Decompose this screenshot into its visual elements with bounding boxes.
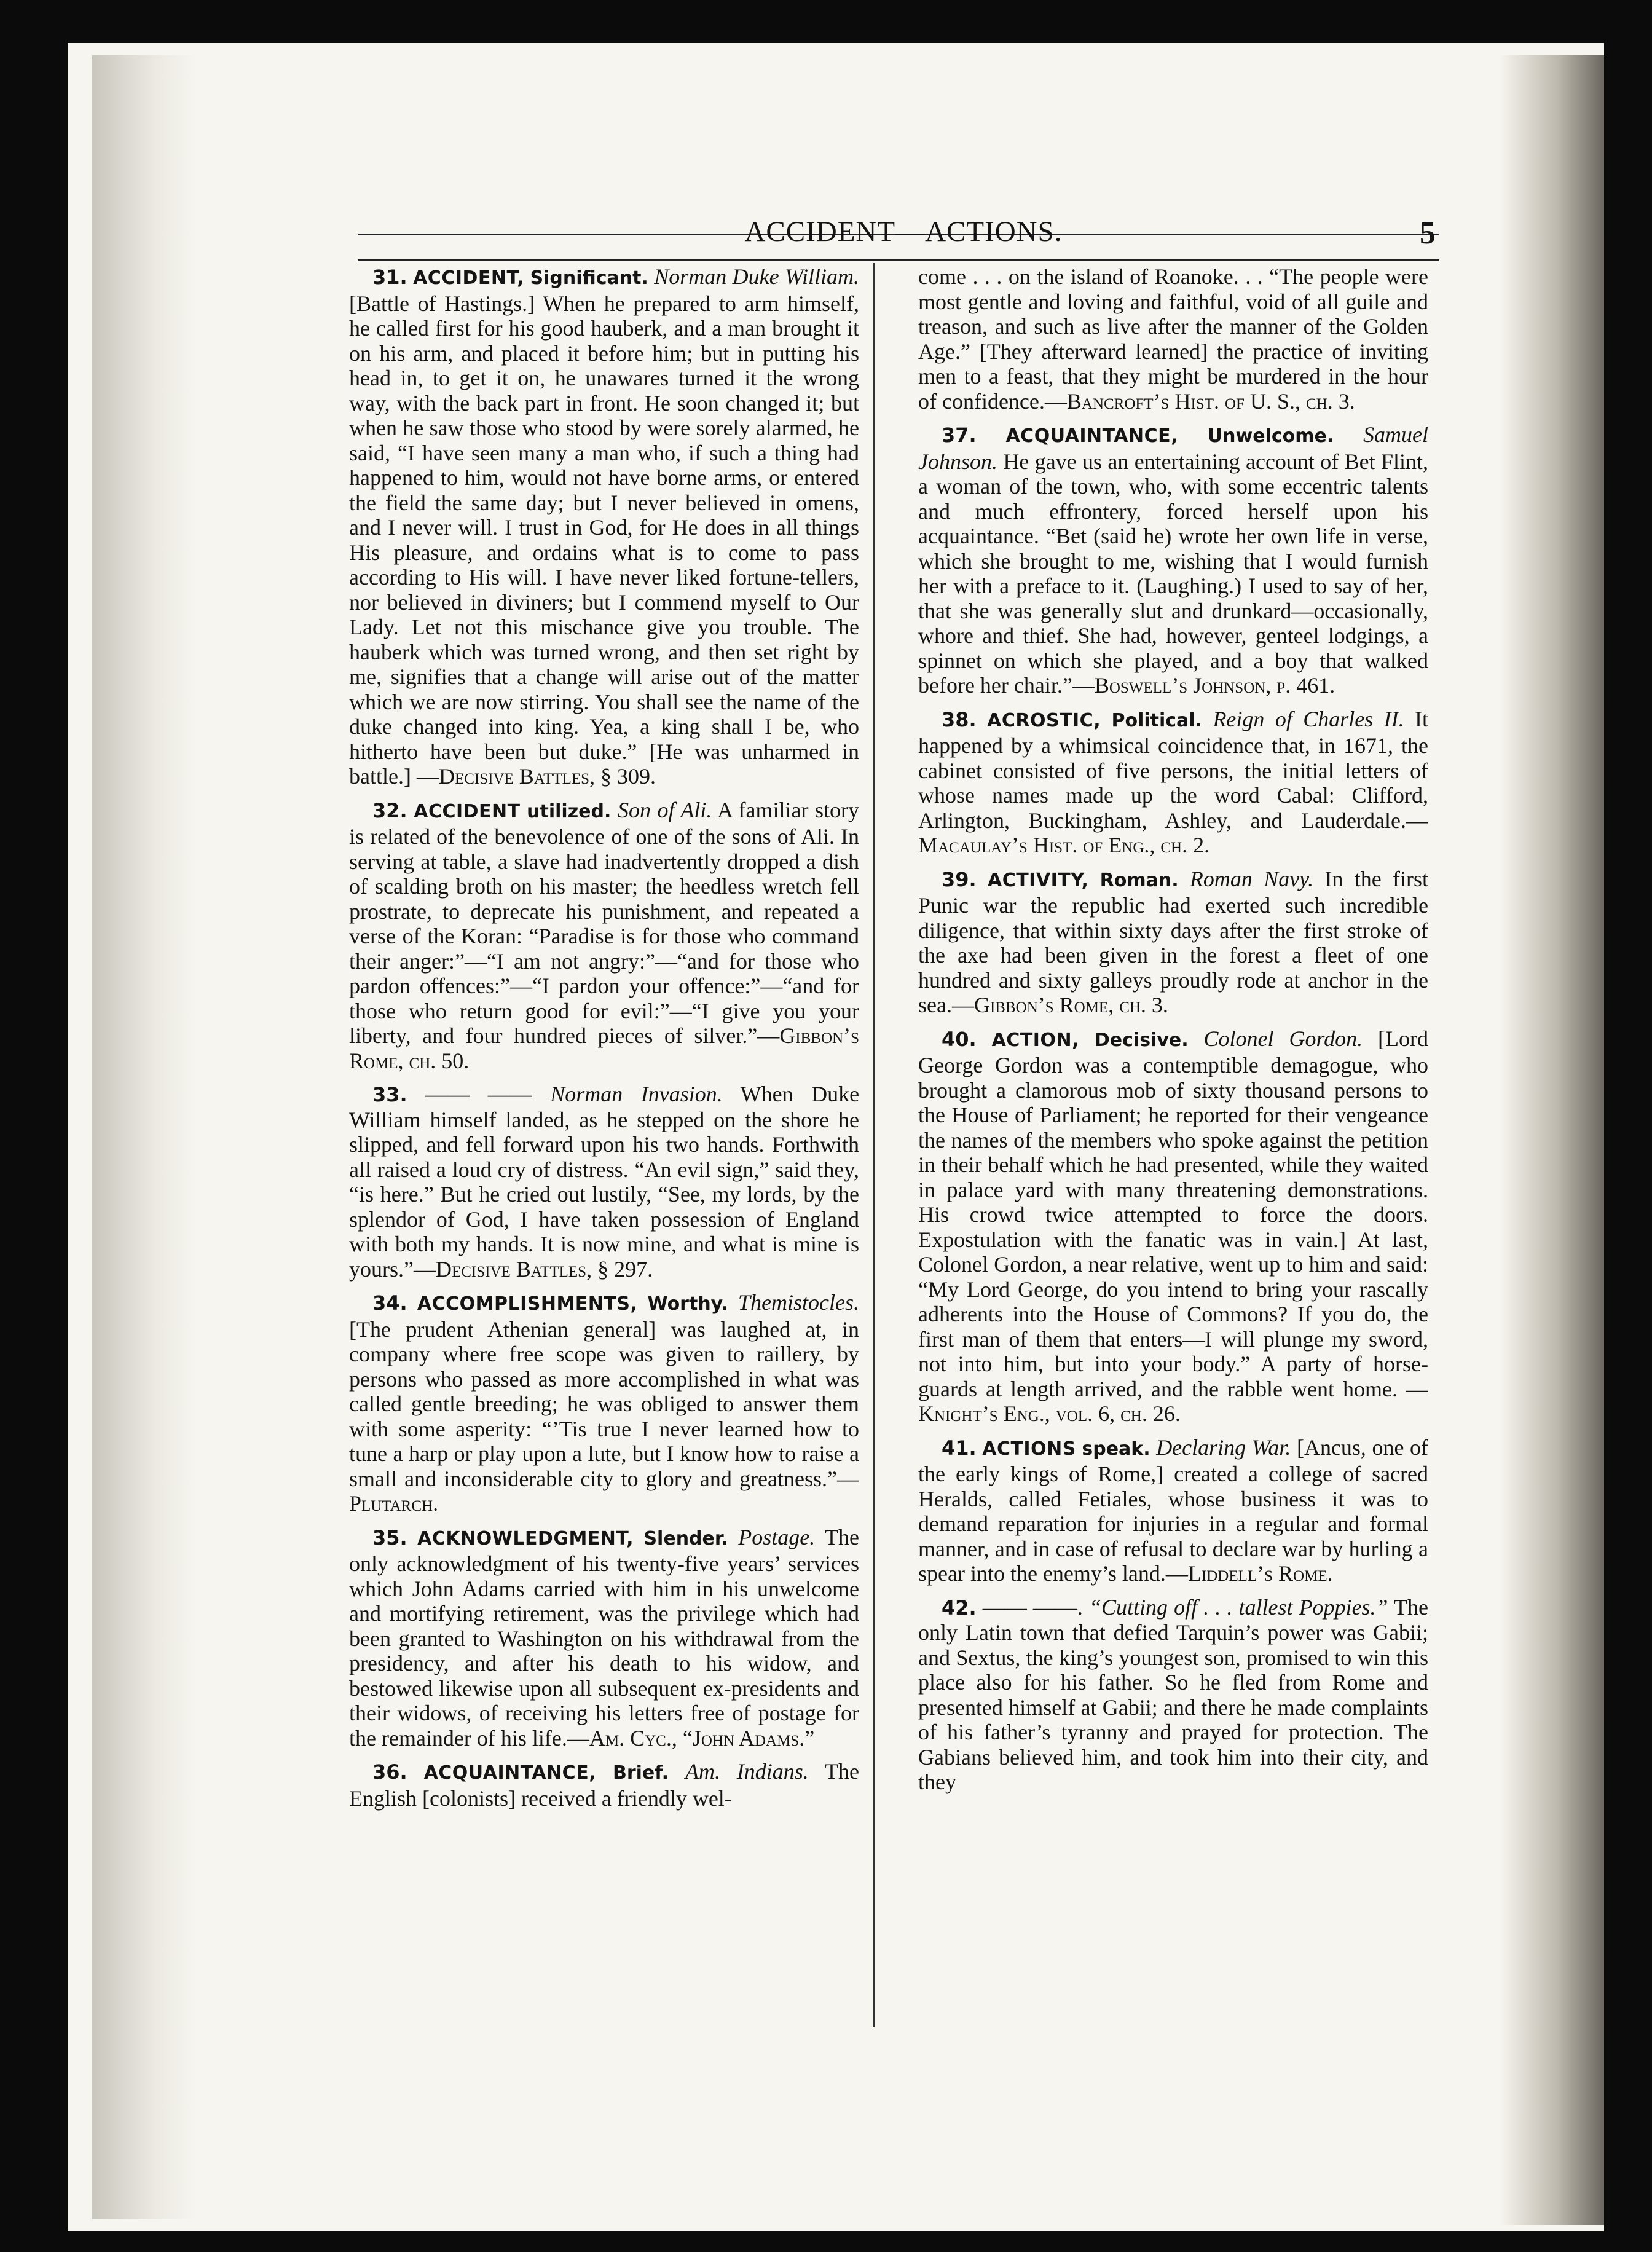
entry-source: Decisive Battles, § 309.: [438, 764, 656, 789]
right-column: [918, 264, 1428, 1973]
entry-heading: ACCOMPLISHMENTS,: [417, 1293, 638, 1315]
entry-topic: Postage.: [738, 1524, 816, 1549]
entry-body: In the first Punic war the republic had exerted such incredible diligence, that within sixty days after the first stroke of the axe had been given in the forest a fleet of one hundred and sixty galleys proudly rode at anchor in the sea.—: [918, 866, 1428, 1017]
entry-heading: ACCIDENT,: [413, 267, 525, 289]
entry-41: [918, 1435, 1428, 1586]
entry-body: When Duke William himself landed, as he stepped on the shore he slipped, and fell forward upon his two hands. Forthwith all raised a loud cry of distress. “An evil sign,” said they, “is here.” But he cried out lustily, “See, my lords, by the splendor of God, I have taken possession of England with both my hands. It is now mine, and what is mine is yours.”—: [349, 1082, 859, 1282]
entry-number: 41.: [942, 1436, 977, 1460]
entry-subheading: Brief.: [612, 1762, 669, 1784]
entry-heading: ACROSTIC,: [987, 709, 1101, 731]
entry-39: [918, 867, 1428, 1018]
entry-number: 38.: [942, 707, 977, 731]
entry-source: Decisive Battles, § 297.: [435, 1256, 653, 1282]
entry-topic: “Cutting off . . . tallest Poppies.”: [1088, 1594, 1388, 1620]
entry-31: [349, 264, 859, 789]
entry-33: [349, 1082, 859, 1282]
entry-36: [349, 1759, 859, 1811]
entry-35: [349, 1525, 859, 1751]
page-gutter-shadow: [92, 55, 197, 2219]
entry-topic: Roman Navy.: [1189, 866, 1314, 891]
entry-heading: ACQUAINTANCE,: [423, 1762, 597, 1784]
entry-subheading: speak.: [1082, 1438, 1150, 1460]
page-number: 5: [1420, 216, 1436, 251]
entry-body: The only Latin town that defied Tarquin’s power was Gabii; and Sextus, the king’s youngest son, promised to win this place also for his father. So he fled from Rome and presented himself at Gabii; and there he made complaints of his father’s tyranny and prayed for protection. The Gabians believed him, and took him into their city, and they: [918, 1594, 1428, 1794]
entry-topic: Norman Invasion.: [550, 1082, 723, 1106]
entry-number: 31.: [372, 266, 407, 289]
entry-number: 36.: [372, 1760, 407, 1784]
entry-ditto-dash: —— ——: [425, 1082, 532, 1106]
entry-subheading: utilized.: [527, 800, 612, 822]
entry-40: [918, 1026, 1428, 1427]
entry-number: 34.: [372, 1291, 407, 1315]
entry-body: A familiar story is related of the benevolence of one of the sons of Ali. In serving at table, a slave had inadvertently dropped a dish of scalding broth on his master; the heedless wretch fell prostrate, to deprecate his punishment, and repeated a verse of the Koran: “Paradise is for those who command their anger:”—“I am not angry:”—“and for those who pardon offences:”—“I pardon your offence:”—“and for those who return good for evil:”—“I give you your liberty, and four hundred pieces of silver.”—: [349, 797, 859, 1048]
entry-body: It happened by a whimsical coincidence that, in 1671, the cabinet consisted of five persons, the initial letters of whose names made up the word Cabal: Clifford, Arlington, Buckingham, Ashley, and Lauderdale.—: [918, 706, 1428, 833]
entry-subheading: Slender.: [643, 1527, 728, 1549]
entry-number: 35.: [372, 1526, 407, 1549]
entry-topic: Themistocles.: [738, 1290, 859, 1315]
entry-34: [349, 1290, 859, 1516]
entry-body: come . . . on the island of Roanoke. . . “The people were most gentle and loving and faithful, void of all guile and treason, and such as live after the manner of the Golden Age.” [They afterward learned] the practice of inviting men to a feast, that they might be murdered in the hour of confidence.—: [918, 264, 1428, 414]
entry-topic: Son of Ali.: [617, 797, 712, 822]
entry-topic: Colonel Gordon.: [1203, 1026, 1363, 1051]
entry-source: Boswell’s Johnson, p. 461.: [1094, 673, 1335, 698]
entry-subheading: Significant.: [530, 267, 648, 289]
left-column: [349, 264, 859, 2028]
column-divider: [873, 263, 875, 2027]
entry-source: Bancroft’s Hist. of U. S., ch. 3.: [1066, 388, 1355, 414]
page-edge-shadow: [1500, 55, 1604, 2225]
entry-heading: ACTION,: [991, 1029, 1079, 1051]
entry-topic: Declaring War.: [1156, 1435, 1291, 1460]
entry-heading: ACQUAINTANCE,: [1005, 425, 1178, 447]
entry-32: [349, 798, 859, 1074]
entry-number: 39.: [942, 867, 977, 891]
entry-topic: Samuel Johnson.: [918, 422, 1428, 474]
entry-body: [The prudent Athenian general] was laughed at, in company where free scope was given to raillery, by persons who passed as more accomplished in what was called gentle breeding; he was obliged to answer them with some asperity: “’Tis true I never learned how to tune a harp or play upon a lute, but I know how to raise a small and inconsiderable city to glory and greatness.”—: [349, 1317, 859, 1491]
entry-subheading: Worthy.: [647, 1293, 728, 1315]
entry-source: Gibbon’s Rome, ch. 3.: [974, 993, 1168, 1017]
entry-body: The English [colonists] received a friendly wel-: [349, 1759, 859, 1811]
entry-source: Macaulay’s Hist. of Eng., ch. 2.: [918, 833, 1210, 857]
entry-body: He gave us an entertaining account of Bet Flint, a woman of the town, who, with some eccentric talents and much effrontery, forced herself upon his acquaintance. “Bet (said he) wrote her own life in verse, which she brought to me, wishing that I would furnish her with a preface to it. (Laughing.) I used to say of her, that she was generally slut and drunkard—occasionally, whore and thief. She had, however, genteel lodgings, a spinnet on which she played, and a boy that walked before her chair.”—: [918, 449, 1428, 698]
entry-42: [918, 1595, 1428, 1795]
entry-36-continued: [918, 264, 1428, 414]
entry-number: 42.: [942, 1596, 977, 1620]
entry-topic: Reign of Charles II.: [1213, 706, 1404, 731]
entry-body: The only acknowledgment of his twenty-five years’ services which John Adams carried with him in his unwelcome and mortifying retirement, was the privilege which had been granted to Washington on his withdrawal from the presidency, and after his death to his widow, and bestowed likewise upon all subsequent ex-presidents and their widows, of receiving his letters free of postage for the remainder of his life.—: [349, 1524, 859, 1750]
entry-number: 40.: [942, 1027, 977, 1051]
entry-source: Plutarch.: [349, 1491, 439, 1516]
running-head: ACCIDENT—ACTIONS.: [744, 216, 1063, 248]
entry-body: [Lord George Gordon was a contemptible demagogue, who brought a clamorous mob of sixty thousand persons to the House of Parliament; he reported for their vengeance the names of the members who spoke against the petition in their behalf which he had presented, while they waited in palace yard with many threatening demonstrations. His crowd twice attempted to force the doors. Expostulation with the fanatic was in vain.] At last, Colonel Gordon, a near relative, went up to him and said: “My Lord George, do you intend to bring your rascally adherents into the House of Commons? If you do, the first man of them that enters—I will plunge my sword, not into him, but into your body.” A party of horse-guards at length arrived, and the rabble went home. —: [918, 1026, 1428, 1401]
entry-body: [Battle of Hastings.] When he prepared to arm himself, he called first for his good hauberk, and a man brought it on his arm, and placed it before him; but in putting his head in, to get it on, he unawares turned it the wrong way, with the back part in front. He soon changed it; but when he saw those who stood by were sorely alarmed, he said, “I have seen many a man who, if such a thing had happened to him, would not have borne arms, or entered the field the same day; but I never believed in omens, and I never will. I trust in God, for He does in all things His pleasure, and ordains what is to come to pass according to His will. I have never liked fortune-tellers, nor believed in diviners; but I commend myself to Our Lady. Let not this mischance give you trouble. The hauberk which was turned wrong, and then set right by me, signifies that a change will arise out of the matter which we are now stirring. You shall see the name of the duke changed into king. Yea, a king shall I be, who hitherto have been but duke.” [He was unharmed in battle.] —: [349, 291, 859, 789]
entry-number: 33.: [372, 1083, 407, 1106]
entry-source: Gibbon’s Rome, ch. 50.: [349, 1023, 859, 1073]
entry-subheading: Decisive.: [1094, 1029, 1189, 1051]
entry-source: Liddell’s Rome.: [1187, 1561, 1333, 1586]
entry-38: [918, 707, 1428, 858]
entry-heading: ACTIVITY,: [987, 869, 1089, 891]
entry-37: [918, 422, 1428, 698]
entry-source: Knight’s Eng., vol. 6, ch. 26.: [918, 1401, 1181, 1426]
entry-heading: ACTIONS: [982, 1438, 1076, 1460]
entry-number: 32.: [372, 798, 407, 822]
entry-topic: Norman Duke William.: [654, 264, 859, 289]
entry-number: 37.: [942, 423, 977, 447]
entry-body: [Ancus, one of the early kings of Rome,] created a college of sacred Heralds, called Fetiales, whose business it was to demand reparation for injuries in a regular and formal manner, and in case of refusal to declare war by hurling a spear into the enemy’s land.—: [918, 1435, 1428, 1586]
entry-heading: ACKNOWLEDGMENT,: [417, 1527, 634, 1549]
entry-subheading: Political.: [1111, 709, 1203, 731]
entry-subheading: Unwelcome.: [1207, 425, 1334, 447]
entry-subheading: Roman.: [1099, 869, 1179, 891]
entry-source: Am. Cyc., “John Adams.”: [589, 1725, 815, 1750]
entry-heading: ACCIDENT: [414, 800, 521, 822]
entry-topic: Am. Indians.: [685, 1759, 809, 1784]
header-underline: [358, 259, 1439, 261]
entry-ditto-dash: —— ——.: [982, 1594, 1083, 1620]
